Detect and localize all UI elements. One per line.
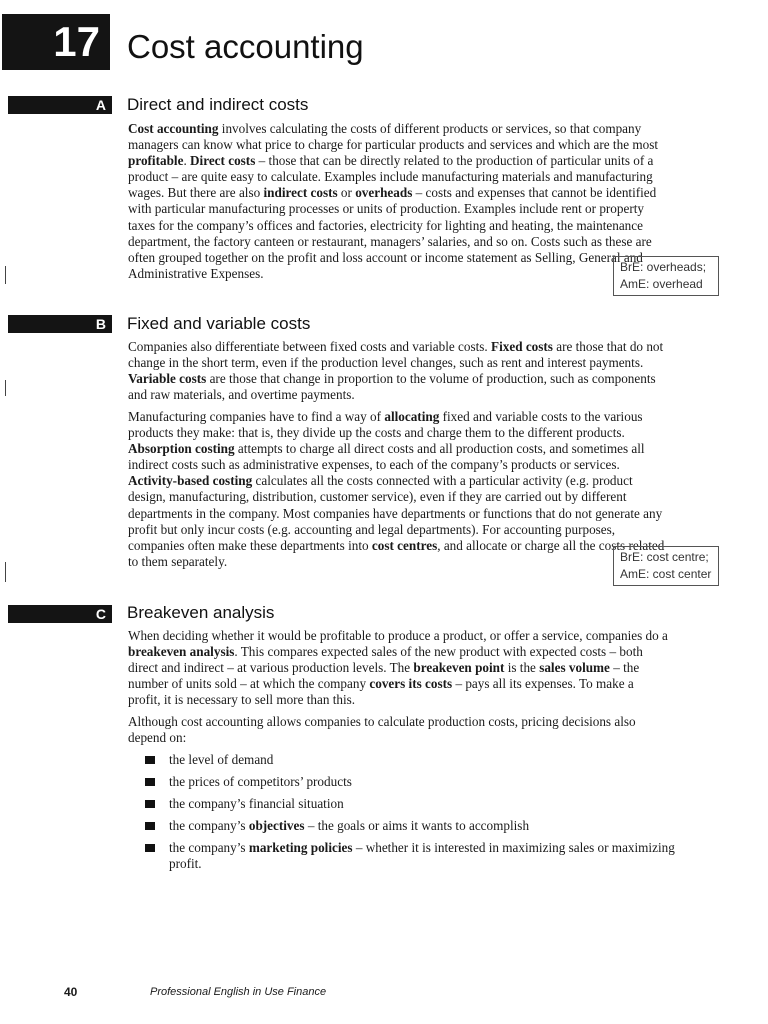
list-item (145, 840, 685, 872)
section-b-marker: B (8, 315, 112, 333)
note-line: BrE: cost centre; (620, 550, 709, 564)
note-line: AmE: cost center (620, 567, 712, 581)
key-term: breakeven analysis (128, 644, 235, 660)
key-term: Cost accounting (128, 121, 219, 136)
list-item (145, 774, 685, 790)
key-term: Absorption costing (128, 441, 235, 457)
square-bullet-icon (145, 844, 155, 852)
square-bullet-icon (145, 778, 155, 786)
key-term: indirect costs (263, 185, 338, 201)
section-b-note (613, 546, 719, 586)
list-item-text: the prices of competitors’ products (169, 774, 352, 789)
margin-marker (5, 266, 6, 284)
book-title: Professional English in Use Finance (150, 986, 327, 998)
section-c-marker: C (8, 605, 112, 623)
margin-marker (5, 562, 6, 582)
note-line: BrE: overheads; (620, 260, 707, 274)
note-line: AmE: overhead (620, 277, 703, 291)
list-item (145, 818, 685, 834)
key-term: Variable costs (128, 371, 207, 387)
section-c-paragraph-1: When deciding whether it would be profitable to produce a product, or offer a service, companies do a breakeven analysis. This compares expected sales of the new product with expected costs – both direct and indirect – at various production levels. The breakeven point is the sales volume – the number of units sold – at which the company covers its costs – pays all its expenses. To make a profit, it is necessary to sell more than this. (128, 628, 668, 708)
key-term: profitable (128, 153, 184, 169)
list-item (145, 752, 685, 768)
key-term: cost centres (371, 537, 438, 553)
key-term: covers its costs (369, 676, 453, 692)
key-term: objectives (248, 818, 305, 833)
list-item (145, 796, 685, 812)
page-title: Cost accounting (127, 28, 364, 65)
key-term: overheads (355, 185, 413, 201)
section-c-paragraph-2: Although cost accounting allows companies to calculate production costs, pricing decisions also depend on: (128, 714, 636, 746)
square-bullet-icon (145, 822, 155, 830)
key-term: Activity-based costing (128, 473, 253, 489)
key-term: Fixed costs (491, 339, 553, 354)
list-item-text: the company’s objectives – the goals or aims it wants to accomplish (169, 818, 530, 833)
pricing-factors-list (145, 752, 685, 878)
list-item-text: the company’s financial situation (169, 796, 344, 811)
section-a-marker: A (8, 96, 112, 114)
page-number: 40 (64, 985, 78, 999)
key-term: allocating (384, 409, 440, 424)
section-a-note (613, 256, 719, 296)
section-a-title: Direct and indirect costs (127, 95, 309, 114)
square-bullet-icon (145, 800, 155, 808)
key-term: breakeven point (413, 660, 505, 676)
margin-marker (5, 380, 6, 396)
list-item-text: the level of demand (169, 752, 274, 767)
section-b-paragraph-2: Manufacturing companies have to find a way of allocating fixed and variable costs to the various products they make: that is, they divide up the costs and charge them to the different products. Absorption costing attempts to charge all direct costs and all production costs, and sometimes all indirect costs such as administrative expenses, to each of the company’s products or services. Activity-based costing calculates all the costs connected with a particular activity (e.g. product design, manufacturing, distribution, customer service), even if they are carried out by different departments in the company. Most companies have departments or functions that do not generate any profit but only incur costs (e.g. accounting and legal departments). For accounting purposes, companies often make these departments into cost centres, and allocate or charge all the costs related to them separately. (128, 409, 665, 569)
unit-number-badge: 17 (2, 14, 110, 70)
section-c-title: Breakeven analysis (127, 603, 275, 622)
key-term: marketing policies (248, 840, 353, 855)
section-b-title: Fixed and variable costs (127, 314, 311, 333)
key-term: sales volume (539, 660, 610, 676)
key-term: Direct costs (190, 153, 256, 169)
section-a-paragraph: Cost accounting involves calculating the costs of different products or services, so that company managers can know what price to charge for particular products and services and which are the most profitable. Direct costs – those that can be directly related to the production of particular units of a product – are quite easy to calculate. Examples include manufacturing materials and manufacturing wages. But there are also indirect costs or overheads – costs and expenses that cannot be identified with particular manufacturing processes or units of production. Examples include rent or property taxes for the company’s offices and factories, electricity for lighting and heating, the maintenance department, the factory canteen or restaurant, managers’ salaries, and so on. Costs such as these are often grouped together on the profit and loss account or income statement as Selling, General and Administrative Expenses. (128, 121, 658, 281)
square-bullet-icon (145, 756, 155, 764)
list-item-text: the company’s marketing policies – whether it is interested in maximizing sales or maximizing profit. (169, 840, 675, 871)
section-b-paragraph-1: Companies also differentiate between fixed costs and variable costs. Fixed costs are those that do not change in the short term, even if the production level changes, such as rent and interest payments. Variable costs are those that change in proportion to the volume of production, such as components and raw materials, and overtime payments. (128, 339, 664, 403)
